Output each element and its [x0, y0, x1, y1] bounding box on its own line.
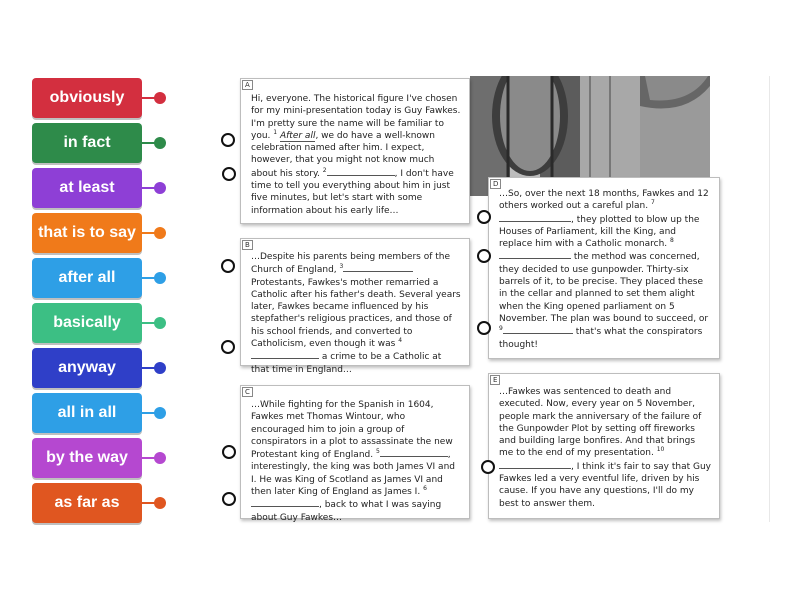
blank-9: [503, 325, 573, 334]
connector-dot[interactable]: [154, 362, 166, 374]
connector-dot[interactable]: [154, 452, 166, 464]
connector-dot[interactable]: [154, 182, 166, 194]
connector-dot[interactable]: [154, 227, 166, 239]
answer-tile-label: as far as: [54, 494, 120, 511]
text-panel-c: [240, 385, 470, 523]
connector-dot[interactable]: [154, 317, 166, 329]
answer-tile[interactable]: [32, 168, 142, 208]
answer-tile[interactable]: [32, 483, 142, 523]
answer-tile[interactable]: [32, 393, 142, 433]
blank-5: [380, 448, 448, 457]
answer-tile[interactable]: [32, 78, 142, 118]
drop-target-3[interactable]: [221, 259, 235, 273]
answer-tile[interactable]: [32, 348, 142, 388]
blank-8: [499, 250, 571, 259]
answer-tile[interactable]: [32, 438, 142, 478]
divider: [769, 76, 770, 522]
blank-2: [327, 167, 395, 176]
answer-tile[interactable]: [32, 258, 142, 298]
text-panel-e: [488, 373, 720, 519]
drop-target-7[interactable]: [477, 210, 491, 224]
drop-target-5[interactable]: [222, 445, 236, 459]
blank-7: [499, 213, 571, 222]
answer-tile-label: at least: [59, 179, 115, 196]
drop-target-6[interactable]: [222, 492, 236, 506]
blank-6: [251, 498, 319, 507]
panel-label: D: [490, 179, 501, 189]
text-panel-b: [240, 238, 470, 375]
connector-dot[interactable]: [154, 497, 166, 509]
blank-10: [499, 460, 571, 469]
text-panel-a: [240, 78, 470, 224]
answer-tile-label: after all: [58, 269, 116, 286]
connector-dot[interactable]: [154, 92, 166, 104]
answer-tile-label: by the way: [46, 449, 128, 466]
panel-label: E: [490, 375, 500, 385]
connector-dot[interactable]: [154, 272, 166, 284]
text-panel-d: [488, 177, 720, 359]
drop-target-4[interactable]: [221, 340, 235, 354]
drop-target-1[interactable]: [221, 133, 235, 147]
blank-4: [251, 350, 319, 359]
drop-target-8[interactable]: [477, 249, 491, 263]
panel-label: B: [242, 240, 253, 250]
answer-tile-label: obviously: [49, 89, 125, 106]
blank-3: [343, 263, 413, 272]
answer-tile-label: in fact: [63, 134, 111, 151]
answer-tile-label: that is to say: [38, 224, 136, 241]
answer-tile[interactable]: [32, 303, 142, 343]
answer-tile-label: anyway: [58, 359, 116, 376]
drop-target-9[interactable]: [477, 321, 491, 335]
panel-b-text: …Despite his parents being members of the Church of England, $^3$ Protestants, Fawkes's mother remarried a Catholic after his father's death. Several years later, Fawkes became influenced by his stepfather's religious practices, and those of his school friends, and converted to Catholicism, even though it was $^4$ a crime to be a Catholic at that time in England…: [251, 252, 461, 375]
answer-tile[interactable]: [32, 123, 142, 163]
answer-tile-label: all in all: [57, 404, 117, 421]
drop-target-10[interactable]: [481, 460, 495, 474]
answer-tile-label: basically: [53, 314, 121, 331]
answer-tile[interactable]: [32, 213, 142, 253]
panel-e-text: …Fawkes was sentenced to death and executed. Now, every year on 5 November, people mark the anniversary of the failure of the Gunpowder Plot by setting off fireworks and building large bonfires. And that brings me to the end of my presentation. $^{10}$, I think it's fair to say that Guy Fawkes led a very eventful life, driven by his cause. If you have any questions, I'll do my best to answer them.: [499, 387, 711, 509]
answer-1: After all: [279, 130, 316, 141]
panel-c-text: …While fighting for the Spanish in 1604, Fawkes met Thomas Wintour, who encouraged him to join a group of conspirators in a plot to assassinate the new Protestant king of England. $^5$ , interestingly, the king was both James VI and I. He was King of Scotland as James VI and then later King of England as James I. $^6$, back to what I was saying about Guy Fawkes…: [251, 400, 455, 523]
panel-d-text: …So, over the next 18 months, Fawkes and 12 others worked out a careful plan. $^7$, they plotted to blow up the Houses of Parliament, kill the King, and replace him with a Catholic monarch. $^8$ the method was concerned, they decided to use gunpowder. Thirty-six barrels of it, to be precise. They placed these in the cellar and planned to set them alight when the King opened parliament on 5 November. The plan was bound to succeed, or $^9$ that's what the conspirators thought!: [499, 189, 709, 350]
connector-dot[interactable]: [154, 407, 166, 419]
drop-target-2[interactable]: [222, 167, 236, 181]
panel-label: C: [242, 387, 253, 397]
panel-a-text: Hi, everyone. The historical figure I've chosen for my mini-presentation today is Guy Fawkes. I'm pretty sure the name will be familiar to you. $^1$ After all, we do have a well-known celebration named after him. I expect, however, that you might not know much about his story. $^2$ , I don't have time to tell you everything about him in just five minutes, but let's start with some information about his early life…: [251, 94, 461, 216]
panel-label: A: [242, 80, 253, 90]
connector-dot[interactable]: [154, 137, 166, 149]
